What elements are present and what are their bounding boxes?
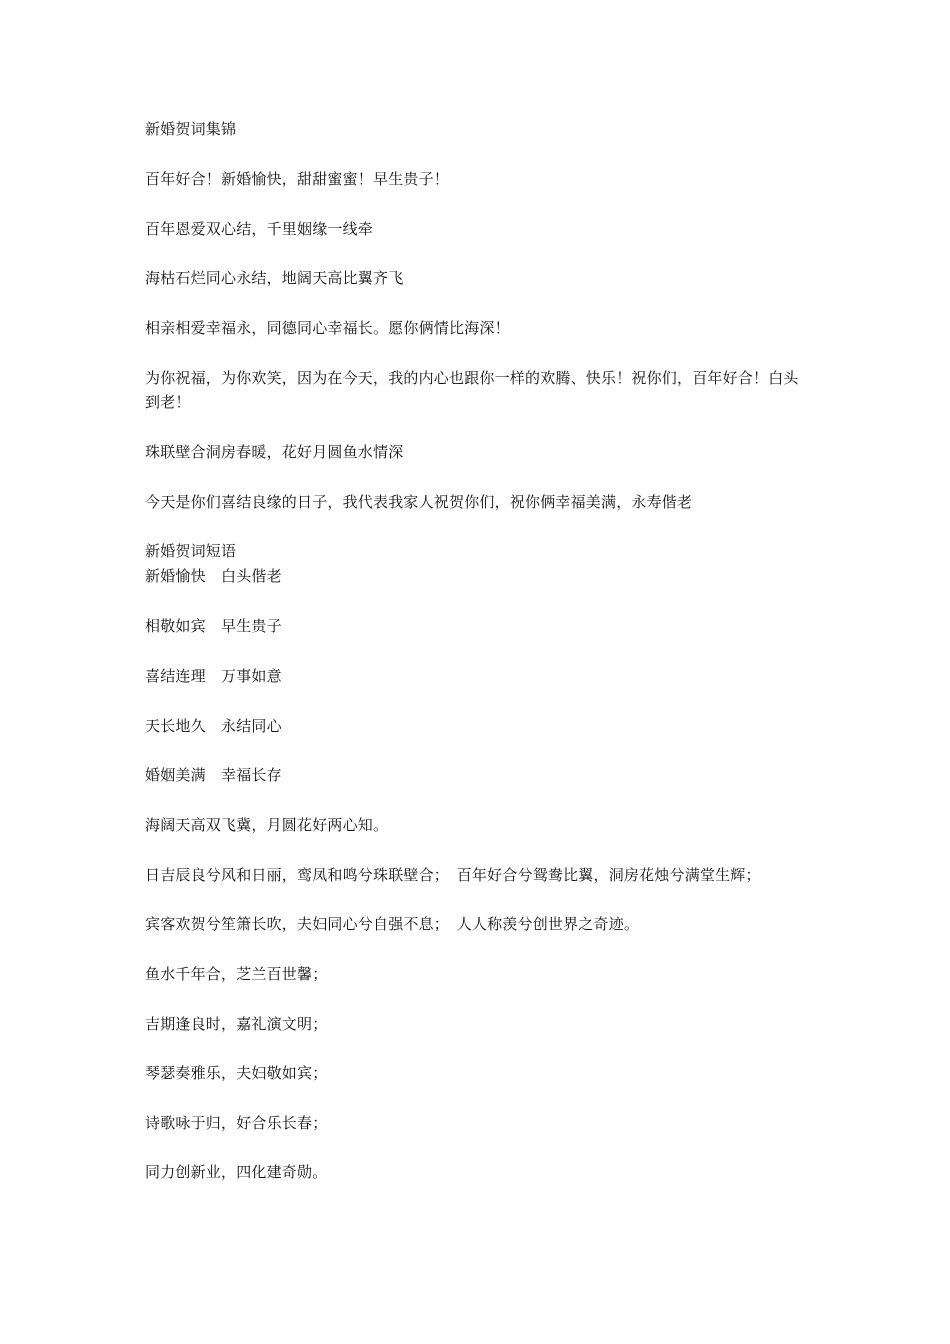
text-line: 百年好合！新婚愉快，甜甜蜜蜜！早生贵子！ — [145, 170, 450, 188]
text-paragraph: 为你祝福，为你欢笑，因为在今天，我的内心也跟你一样的欢腾、快乐！祝你们，百年好合！白头到老！ — [145, 369, 799, 411]
text-line: 相敬如宾 早生贵子 — [145, 617, 282, 635]
text-line: 天长地久 永结同心 — [145, 717, 282, 735]
document-title: 新婚贺词集锦 — [145, 120, 237, 138]
text-line: 喜结连理 万事如意 — [145, 667, 282, 685]
text-line: 宾客欢贺兮笙箫长吹，夫妇同心兮自强不息； 人人称羡兮创世界之奇迹。 — [145, 915, 640, 933]
text-line: 鱼水千年合，芝兰百世馨； — [145, 965, 328, 983]
text-line: 珠联壁合洞房春暖，花好月圆鱼水情深 — [145, 443, 404, 461]
text-line: 吉期逢良时，嘉礼演文明； — [145, 1015, 328, 1033]
text-line: 相亲相爱幸福永，同德同心幸福长。愿你俩情比海深！ — [145, 319, 510, 337]
text-line: 海枯石烂同心永结，地阔天高比翼齐飞 — [145, 269, 404, 287]
text-line: 日吉辰良兮风和日丽，鸾凤和鸣兮珠联壁合； 百年好合兮鸳鸯比翼，洞房花烛兮满堂生辉； — [145, 866, 761, 884]
text-line: 同力创新业，四化建奇勋。 — [145, 1163, 328, 1181]
text-line: 今天是你们喜结良缘的日子，我代表我家人祝贺你们，祝你俩幸福美满，永寿偕老 — [145, 493, 693, 511]
text-line: 海阔天高双飞冀，月圆花好两心知。 — [145, 816, 389, 834]
text-line: 婚姻美满 幸福长存 — [145, 766, 282, 784]
text-line: 新婚愉快 白头偕老 — [145, 567, 282, 585]
text-line: 琴瑟奏雅乐，夫妇敬如宾； — [145, 1064, 328, 1082]
text-line: 诗歌咏于归，好合乐长春； — [145, 1114, 328, 1132]
text-line: 百年恩爱双心结，千里姻缘一线牵 — [145, 220, 374, 238]
section-heading: 新婚贺词短语 — [145, 542, 237, 560]
